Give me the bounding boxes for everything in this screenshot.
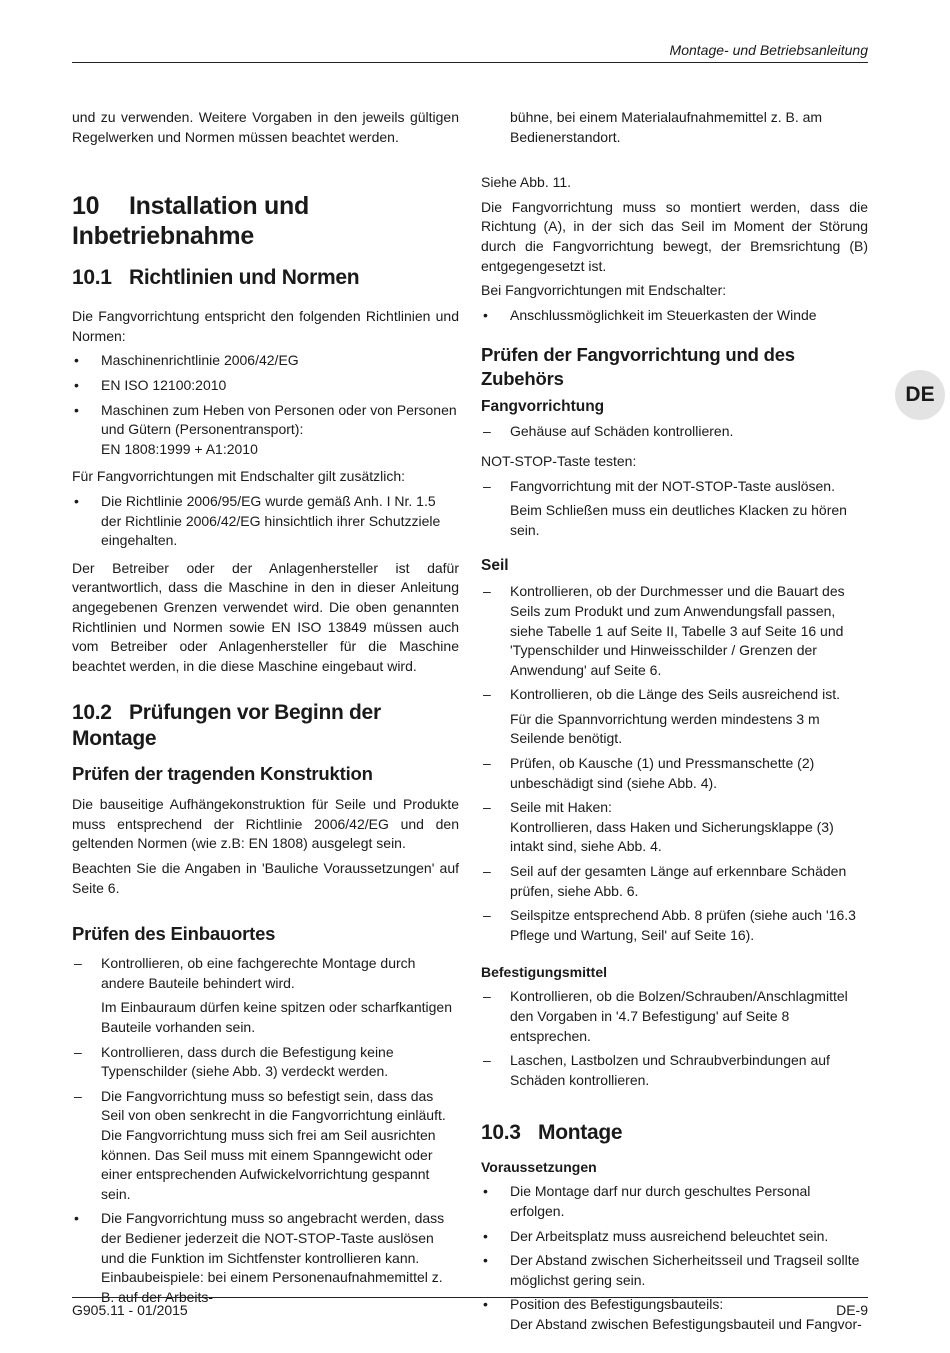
list-item: – Kontrollieren, ob die Bolzen/Schrauben/Anschlagmittel den Vorgaben in '4.7 Befestigung' auf Seite 8 entsprechen. — [483, 988, 848, 1044]
document-code: G905.11 - 01/2015 — [72, 1302, 188, 1318]
list-item: • Position des Befestigungsbauteils: Der Abstand zwischen Befestigungsbauteil und Fangvor- — [483, 1296, 862, 1332]
header-title: Montage- und Betriebsanleitung — [669, 42, 868, 58]
list-item: – Seile mit Haken: Kontrollieren, dass Haken und Sicherungsklappe (3) intakt sind, siehe Abb. 4. — [483, 799, 834, 855]
list-item: – Kontrollieren, ob eine fachgerechte Montage durch andere Bauteile behindert wird. — [74, 955, 416, 991]
left-column — [72, 108, 459, 1312]
section-10-2-heading: 10.2 Prüfungen vor Beginn der Montage — [72, 701, 381, 751]
paragraph: Die bauseitige Aufhängekonstruktion für Seile und Produkte muss entsprechend der Richtlinie 2006/42/EG und den geltenden Normen (wie z.B: EN 1808) ausgelegt sein. — [72, 796, 459, 852]
list-item: – Seil auf der gesamten Länge auf erkennbare Schäden prüfen, siehe Abb. 6. — [483, 863, 847, 899]
subheading: Voraussetzungen — [481, 1159, 597, 1176]
paragraph: Die Fangvorrichtung entspricht den folgenden Richtlinien und Normen: — [72, 308, 459, 344]
section-10-1-heading: 10.1 Richtlinien und Normen — [72, 266, 360, 290]
paragraph: Die Fangvorrichtung muss so montiert werden, dass die Richtung (A), in der sich das Seil im Moment der Störung durch die Fangvorrichtung bewegt, der Bremsrichtung (B) entgegengesetzt ist. — [481, 198, 868, 274]
bullet-list — [72, 351, 459, 459]
list-item: – Gehäuse auf Schäden kontrollieren. — [483, 423, 734, 440]
continued-text: bühne, bei einem Materialaufnahmemittel z. B. am Bedienerstandort. — [510, 109, 823, 145]
paragraph: Beachten Sie die Angaben in 'Bauliche Voraussetzungen' auf Seite 6. — [72, 860, 459, 896]
paragraph: Für Fangvorrichtungen mit Endschalter gilt zusätzlich: — [72, 468, 406, 485]
sub-text: Für die Spannvorrichtung werden mindestens 3 m Seilende benötigt. — [510, 710, 820, 747]
list-item: • Der Arbeitsplatz muss ausreichend beleuchtet sein. — [483, 1227, 829, 1244]
dash-list — [72, 1043, 459, 1308]
paragraph: Siehe Abb. 11. — [481, 174, 572, 191]
section-10-3-heading: 10.3 Montage — [481, 1121, 623, 1145]
page-footer — [72, 1297, 868, 1318]
section-10-heading: 10 Installation und Inbetriebnahme — [72, 192, 309, 251]
list-item: • Maschinenrichtlinie 2006/42/EG — [74, 352, 299, 369]
list-item: • Die Montage darf nur durch geschultes Personal erfolgen. — [483, 1183, 811, 1219]
intro-text: und zu verwenden. Weitere Vorgaben in den jeweils gültigen Regelwerken und Normen müssen beachtet werden. — [72, 109, 459, 145]
paragraph: Der Betreiber oder der Anlagenhersteller ist dafür verantwortlich, dass die Maschine in den in dieser Anleitung angegebenen Grenzen verwendet wird. Die oben genannten Richtlinien und Normen sowie EN ISO 13849 müssen auch vom Betreiber oder Anlagenhersteller für die Maschine beachtet werden, in die diese Maschine eingebaut wird. — [72, 559, 459, 674]
subheading: Fangvorrichtung — [481, 398, 605, 416]
list-item: – Kontrollieren, dass durch die Befestigung keine Typenschilder (siehe Abb. 3) verdeckt werden. — [74, 1043, 394, 1080]
dash-list — [481, 477, 868, 497]
list-item: • Die Fangvorrichtung muss so angebracht werden, dass der Bediener jederzeit die NOT-STOP-Taste auslösen und die Funktion im Sichtfenster kontrollieren kann. Einbaubeispiele: bei einem Personenaufnahmemittel z. B. auf der Arbeits- — [74, 1210, 445, 1305]
list-item: – Seilspitze entsprechend Abb. 8 prüfen (siehe auch '16.3 Pflege und Wartung, Seil' auf Seite 16). — [483, 907, 856, 943]
list-item: – Kontrollieren, ob der Durchmesser und die Bauart des Seils zum Produkt und zum Anwendungsfall passen, siehe Tabelle 1 auf Seite II, Tabelle 3 auf Seite 16 und 'Typenschilder und Hinweisschilder / Grenzen der Anwendung' auf Seite 6. — [483, 583, 845, 678]
language-tab: DE — [895, 370, 945, 420]
dash-list — [481, 582, 868, 705]
paragraph: Bei Fangvorrichtungen mit Endschalter: — [481, 282, 727, 299]
subheading: Seil — [481, 557, 509, 575]
list-item: • Die Richtlinie 2006/95/EG wurde gemäß Anh. I Nr. 1.5 der Richtlinie 2006/42/EG hinsichtlich ihrer Schutzziele eingehalten. — [74, 492, 441, 549]
list-item: – Die Fangvorrichtung muss so befestigt sein, dass das Seil von oben senkrecht in die Fangvorrichtung einläuft. Die Fangvorrichtung muss sich frei am Seil ausrichten können. Das Seil muss mit einem Spanngewicht oder einer entsprechenden Aufwickelvorrichtung gespannt sein. — [74, 1087, 446, 1202]
list-item: • Maschinen zum Heben von Personen oder von Personen und Gütern (Personentransport): EN 1808:1999 + A1:2010 — [74, 401, 457, 457]
page-header — [72, 42, 868, 63]
subheading: Prüfen der tragenden Konstruktion — [72, 763, 373, 785]
list-item: – Kontrollieren, ob die Länge des Seils ausreichend ist. — [483, 686, 840, 703]
bullet-list — [72, 492, 459, 551]
right-column — [481, 108, 868, 1340]
subheading: Prüfen des Einbauortes — [72, 923, 276, 945]
dash-list — [72, 954, 459, 993]
subheading: Prüfen der Fangvorrichtung und des Zubehörs — [481, 344, 795, 390]
list-item: – Laschen, Lastbolzen und Schraubverbindungen auf Schäden kontrollieren. — [483, 1052, 830, 1088]
dash-list — [481, 422, 868, 442]
dash-list — [481, 754, 868, 945]
list-item: – Fangvorrichtung mit der NOT-STOP-Taste auslösen. — [483, 477, 835, 494]
bullet-list — [481, 306, 868, 326]
list-item: • Anschlussmöglichkeit im Steuerkasten der Winde — [483, 306, 817, 323]
sub-text: Im Einbauraum dürfen keine spitzen oder scharfkantigen Bauteile vorhanden sein. — [101, 999, 452, 1036]
subheading: Befestigungsmittel — [481, 964, 608, 981]
sub-text: Beim Schließen muss ein deutliches Klacken zu hören sein. — [510, 502, 847, 538]
list-item: • EN ISO 12100:2010 — [74, 376, 227, 393]
dash-list — [481, 987, 868, 1090]
list-item: • Der Abstand zwischen Sicherheitsseil und Tragseil sollte möglichst gering sein. — [483, 1252, 860, 1288]
page-number: DE-9 — [836, 1302, 868, 1318]
paragraph: NOT-STOP-Taste testen: — [481, 452, 637, 469]
list-item: – Prüfen, ob Kausche (1) und Pressmanschette (2) unbeschädigt sind (siehe Abb. 4). — [483, 755, 815, 791]
